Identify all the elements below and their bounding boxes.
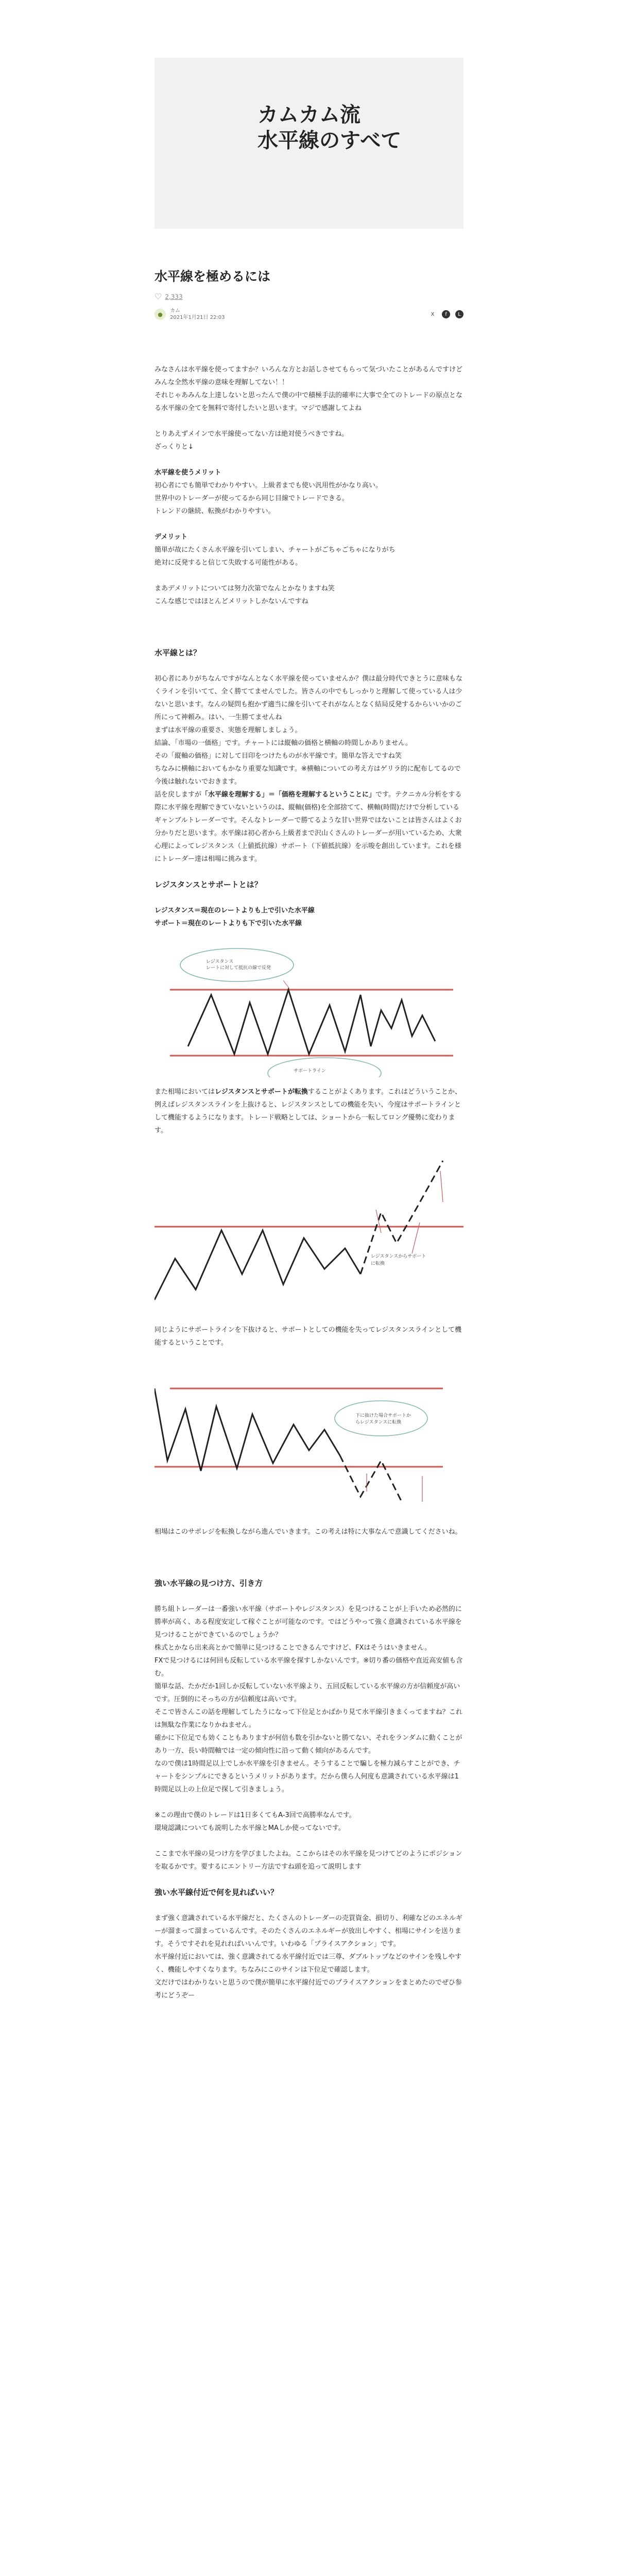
facebook-share-icon[interactable]: f bbox=[442, 310, 450, 318]
paragraph: ここまで水平線の見つけ方を学びましたよね。ここからはその水平線を見つけてどのようにポジションを取るかです。要するにエントリー方法ですね頭を追って説明します bbox=[154, 1850, 462, 1871]
line-share-icon[interactable]: L bbox=[455, 310, 464, 318]
author-row bbox=[154, 308, 464, 321]
paragraph: まずは水平線の重要さ、実態を理解しましょう。 bbox=[154, 726, 302, 734]
paragraph: まあデメリットについては努力次第でなんとかなりますね笑 bbox=[154, 585, 335, 592]
paragraph: 勝ち組トレーダーは一番強い水平線（サポートやレジスタンス）を見つけることが上手いため必然的に勝率が高く、ある程度安定して稼ぐことが可能なのです。ではどうやって強く意識されている水平線を見つけることができているのでしょうか？ bbox=[154, 1605, 462, 1639]
paragraph: ざっくりと↓ bbox=[154, 443, 194, 451]
like-count[interactable]: 2,333 bbox=[165, 293, 183, 300]
article-title: 水平線を極めるには bbox=[154, 269, 271, 284]
paragraph: 簡単が故にたくさん水平線を引いてしまい、チャートがごちゃごちゃになりがち bbox=[154, 546, 396, 554]
text-span: です。テクニカル分析をする際に水平線を理解できていないというのは、縦軸(価格)を全部捨てて、横軸(時間)だけで分析しているギャンブルトレーダーです。そんなトレーダーで勝てるような甘い世界ではないことは皆さんはよくお分かりだと思います。水平線は初心者から上級者まで沢山くさんのトレーダーが用いているため、大衆心理によってレジスタンス（上値抵抗線）サポート（下値抵抗線）を示唆を創出しています。これを様にトレーダー達は相場に挑みます。 bbox=[154, 791, 462, 863]
section-heading: 強い水平線付近で何を見ればいい？ bbox=[154, 1888, 279, 1897]
paragraph: その「縦軸の価格」に対して目印をつけたものが水平線です。簡単な答えですね笑 bbox=[154, 752, 402, 760]
paragraph bbox=[154, 1086, 464, 1137]
author-name[interactable]: カム bbox=[170, 308, 180, 314]
cover-title-line2: 水平線のすべて bbox=[258, 128, 402, 152]
svg-text:レジスタンス: レジスタンス bbox=[206, 959, 234, 964]
article-body bbox=[154, 363, 464, 2002]
paragraph: なので僕は1時間足以上でしか水平線を引きません。そうすることで騙しを極力減らすことができ、チャートをシンプルにできるというメリットがあります。だから僕ら人何度も意識されている水平線は1時間足以上の上位足で探して引きましょう。 bbox=[154, 1760, 460, 1793]
cover-image bbox=[154, 58, 464, 229]
paragraph: 確かに下位足でも効くこともありますが何倍も数を引かないと勝てない、それをランダムに動くことがあり一方、長い時間軸では一定の傾向性に沿って動く傾向があるんです。 bbox=[154, 1734, 462, 1755]
paragraph: とりあえずメインで水平線使ってない方は絶対使うべきですね。 bbox=[154, 430, 349, 438]
paragraph: 初心者にでも簡単でわかりやすい。上級者までも使い汎用性がかなり高い。 bbox=[154, 482, 383, 489]
heart-icon[interactable]: ♡ bbox=[154, 292, 162, 301]
paragraph: それじゃあみんな上達しないと思ったんで僕の中で積極手法的確率に大事で全てのトレードの原点となる水平線の全てを無料で寄付したいと思います。マジで感謝してよね bbox=[154, 392, 463, 412]
paragraph: 環境認識についても説明した水平線とMAしか使ってないです。 bbox=[154, 1824, 345, 1832]
paragraph: こんな感じではほとんどメリットしかないんですね bbox=[154, 598, 308, 605]
svg-text:レートに対して抵抗の線で反発: レートに対して抵抗の線で反発 bbox=[206, 965, 271, 971]
text-span: することがよくあります。これはどういうことか、例えばレジスタンスラインを上抜けると、レジスタンスとしての機能を失い、今度はサポートラインとして機能するようになります。トレード戦略としては、ショートから一転してロング優勢に変わります。 bbox=[154, 1088, 461, 1134]
section-heading: 強い水平線の見つけ方、引き方 bbox=[154, 1579, 263, 1588]
paragraph: 文だけではわかりないと思うので僕が簡単に水平線付近でのプライスアクションをまとめたのでぜひ参考にどうぞー bbox=[154, 1979, 462, 1999]
paragraph: 株式とかなら出来高とかで簡単に見つけることできるんですけど、FXはそうはいきません。 bbox=[154, 1644, 432, 1652]
bold-text: 「水平線を理解する」＝「価格を理解するということに」 bbox=[201, 791, 376, 799]
text-span: 話を戻しますが bbox=[154, 791, 202, 799]
paragraph bbox=[154, 788, 464, 866]
svg-text:らレジスタンスに転換: らレジスタンスに転換 bbox=[355, 1420, 402, 1425]
author-info bbox=[170, 308, 225, 321]
paragraph: 絶対に反発すると信じて失敗する可能性がある。 bbox=[154, 559, 302, 567]
merit-heading: 水平線を使うメリット bbox=[154, 469, 221, 477]
paragraph: みなさんは水平線を使ってますか？いろんな方とお話しさせてもらって気づいたことがあるんですけどみんな全然水平線の意味を理解してない！！ bbox=[154, 366, 463, 386]
like-row bbox=[154, 292, 464, 301]
paragraph: 簡単な話、たかだか1回しか反転していない水平線より、五回反転している水平線の方が信頼度が高いです。圧倒的にそっちの方が信頼度は高いです。 bbox=[154, 1683, 460, 1703]
section-heading: 水平線とは？ bbox=[154, 648, 201, 657]
figure-resistance-to-support bbox=[154, 1145, 464, 1315]
article-page bbox=[154, 58, 464, 2002]
paragraph: そこで皆さんこの話を理解してしたうになって下位足とかばかり見て水平線引きまくってますね？これは無駄な作業になりかねません。 bbox=[154, 1708, 462, 1729]
post-date: 2021年1月21日 22:03 bbox=[170, 315, 225, 320]
paragraph: ちなみに横軸においてもかなり重要な知識です。※横軸についての考え方はゲリラ的に配布してるので今後は触れないでおきます。 bbox=[154, 765, 461, 786]
paragraph: 結論、「市場の一価格」です。チャートには縦軸の価格と横軸の時間しかありません。 bbox=[154, 739, 412, 747]
paragraph: 相場はこのサポレジを転換しながら進んでいきます。この考えは特に大事なんで意識してくださいね。 bbox=[154, 1528, 462, 1536]
figure-resistance-support bbox=[154, 938, 464, 1077]
cover-title-line1: カムカム流 bbox=[258, 103, 360, 127]
svg-text:レジスタンスからサポート: レジスタンスからサポート bbox=[371, 1254, 426, 1259]
cover-title bbox=[258, 102, 401, 154]
paragraph: FXで見つけるには何回も反転している水平線を探すしかないんです。※切り番の価格や直近高安値も含む。 bbox=[154, 1657, 463, 1677]
intro bbox=[154, 363, 464, 466]
share-buttons bbox=[428, 310, 464, 318]
paragraph: トレンドの継続、転換がわかりやすい。 bbox=[154, 507, 275, 515]
svg-text:サポートライン: サポートライン bbox=[294, 1069, 326, 1074]
avatar[interactable]: ● bbox=[154, 309, 166, 320]
svg-text:下に抜けた場合サポートか: 下に抜けた場合サポートか bbox=[355, 1413, 411, 1418]
paragraph: 世界中のトレーダーが使ってるから同じ目線でトレードできる。 bbox=[154, 495, 349, 502]
paragraph: 同じようにサポートラインを下抜けると、サポートとしての機能を失ってレジスタンスラインとして機能するということです。 bbox=[154, 1326, 462, 1347]
definition-resistance: レジスタンス＝現在のレートよりも上で引いた水平線 bbox=[154, 907, 315, 914]
definition-support: サポート＝現在のレートよりも下で引いた水平線 bbox=[154, 920, 302, 927]
paragraph: まず強く意識されている水平線だと、たくさんのトレーダーの売買資金、損切り、利確などのエネルギーが溜まって溜まっているんです。そのたくさんのエネルギーが放出しやすく、相場にサインを送ります。そうですそれを見れればいいんです。いわゆる「プライスアクション」です。 bbox=[154, 1914, 463, 1948]
demerit-heading: デメリット bbox=[154, 533, 187, 541]
paragraph: 初心者にありがちなんですがなんとなく水平線を使っていませんか？僕は最分時代できとうに意味もなくラインを引いてて、全く勝ててませんでした。皆さんの中でもしっかりと理解して使っている人は少ないと思います。なんの疑問も抱かず適当に線を引いてそれがなんとなく結局反発するからいいかのご所にって神頼み。はい、一生勝てませんね bbox=[154, 675, 463, 721]
bold-text: レジスタンスとサポートが転換 bbox=[215, 1088, 308, 1096]
paragraph: ※この理由で僕のトレードは1日多くてもA-3回で高勝率なんです。 bbox=[154, 1811, 356, 1819]
paragraph: 水平線付近においては、強く意識されてる水平線付近では三尊、ダブルトップなどのサインを残しやすく、機能しやすくなります。ちなみにこのサインは下位足で確認します。 bbox=[154, 1953, 462, 1974]
svg-text:に転換: に転換 bbox=[371, 1261, 385, 1266]
section-heading: レジスタンスとサポートとは？ bbox=[154, 880, 262, 889]
figure-support-to-resistance bbox=[154, 1358, 464, 1517]
text-span: また相場においては bbox=[154, 1088, 215, 1096]
x-share-icon[interactable]: X bbox=[431, 311, 435, 317]
